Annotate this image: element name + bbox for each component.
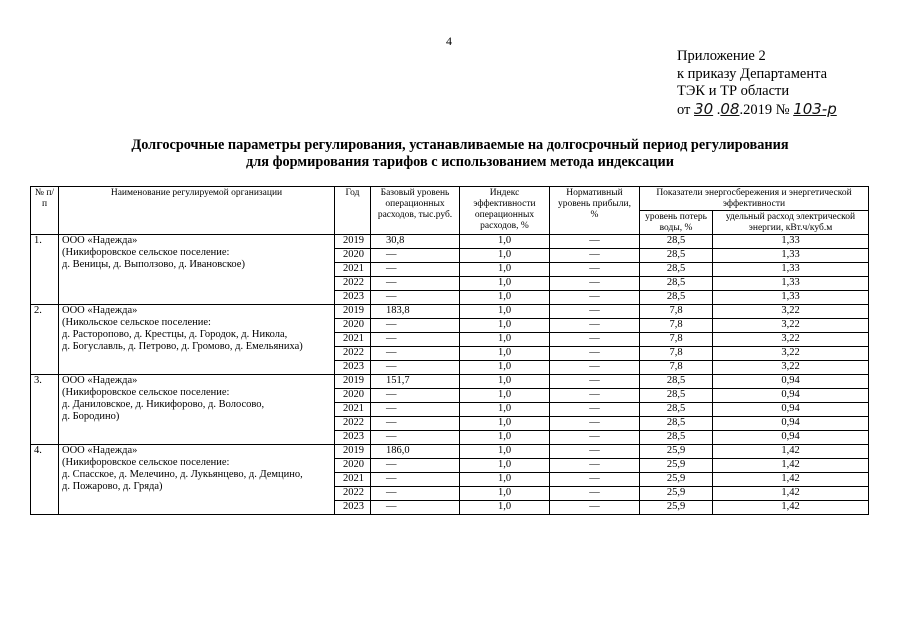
org-name-line: ООО «Надежда» [62,305,138,316]
year-cell: 2019 [335,445,371,459]
efficiency-index-cell: 1,0 [460,389,550,403]
specific-consumption-cell: 0,94 [713,375,869,389]
efficiency-index-cell: 1,0 [460,347,550,361]
efficiency-index-cell: 1,0 [460,501,550,515]
org-name-line: (Никифоровское сельское поселение: [62,387,230,398]
base-expenses-cell: — [371,501,460,515]
water-loss-cell: 28,5 [640,375,713,389]
specific-consumption-cell: 3,22 [713,319,869,333]
year-cell: 2023 [335,431,371,445]
base-expenses-cell: — [371,459,460,473]
base-expenses-cell: — [371,263,460,277]
base-expenses-cell: — [371,291,460,305]
appendix-line: Приложение 2 [677,48,766,64]
water-loss-cell: 28,5 [640,249,713,263]
specific-consumption-cell: 1,42 [713,473,869,487]
org-name-line: д. Бородино) [62,411,120,422]
profit-level-cell: — [550,389,640,403]
base-expenses-cell: — [371,333,460,347]
year-cell: 2021 [335,263,371,277]
order-date-prefix: от [677,101,691,118]
year-cell: 2020 [335,319,371,333]
appendix-line: ТЭК и ТР области [677,83,790,99]
efficiency-index-cell: 1,0 [460,361,550,375]
efficiency-index-cell: 1,0 [460,403,550,417]
efficiency-index-cell: 1,0 [460,319,550,333]
efficiency-index-cell: 1,0 [460,333,550,347]
org-name-line: (Никифоровское сельское поселение: [62,247,230,258]
water-loss-cell: 28,5 [640,291,713,305]
water-loss-cell: 28,5 [640,417,713,431]
appendix-line: к приказу Департамента [677,65,828,82]
header-base-expenses: Базовый уровень операционных расходов, тыс.руб. [371,187,460,235]
order-day: 30 [694,99,714,118]
header-year: Год [335,187,371,235]
water-loss-cell: 7,8 [640,361,713,375]
specific-consumption-cell: 0,94 [713,403,869,417]
header-profit-level: Нормативный уровень прибыли, % [550,187,640,235]
table-body [31,235,869,515]
org-name-line: д. Веницы, д. Выползово, д. Ивановское) [62,259,245,270]
water-loss-cell: 28,5 [640,277,713,291]
base-expenses-cell: — [371,403,460,417]
water-loss-cell: 28,5 [640,403,713,417]
water-loss-cell: 7,8 [640,347,713,361]
header-water-loss: уровень потерь воды, % [640,211,713,235]
specific-consumption-cell: 1,33 [713,235,869,249]
org-name [59,305,335,375]
base-expenses-cell: — [371,473,460,487]
profit-level-cell: — [550,431,640,445]
profit-level-cell: — [550,305,640,319]
specific-consumption-cell: 3,22 [713,361,869,375]
profit-level-cell: — [550,347,640,361]
profit-level-cell: — [550,277,640,291]
org-name-line: (Никифоровское сельское поселение: [62,457,230,468]
efficiency-index-cell: 1,0 [460,305,550,319]
specific-consumption-cell: 0,94 [713,389,869,403]
profit-level-cell: — [550,501,640,515]
year-cell: 2021 [335,473,371,487]
org-name-line: ООО «Надежда» [62,445,138,456]
header-efficiency-index: Индекс эффективности операционных расходов, % [460,187,550,235]
base-expenses-cell: — [371,277,460,291]
specific-consumption-cell: 1,42 [713,487,869,501]
profit-level-cell: — [550,361,640,375]
org-name-line: (Никольское сельское поселение: [62,317,211,328]
specific-consumption-cell: 0,94 [713,431,869,445]
base-expenses-cell: — [371,487,460,501]
specific-consumption-cell: 1,42 [713,445,869,459]
specific-consumption-cell: 3,22 [713,347,869,361]
profit-level-cell: — [550,235,640,249]
org-name-line: д. Богуславль, д. Петрово, д. Громово, д. Емельяниха) [62,341,303,352]
year-cell: 2023 [335,291,371,305]
profit-level-cell: — [550,445,640,459]
base-expenses-cell: — [371,249,460,263]
base-expenses-cell: 183,8 [371,305,460,319]
efficiency-index-cell: 1,0 [460,431,550,445]
year-cell: 2021 [335,403,371,417]
specific-consumption-cell: 1,33 [713,277,869,291]
profit-level-cell: — [550,403,640,417]
base-expenses-cell: — [371,361,460,375]
base-expenses-cell: — [371,431,460,445]
base-expenses-cell: — [371,347,460,361]
year-cell: 2019 [335,235,371,249]
water-loss-cell: 25,9 [640,459,713,473]
table-row [31,445,869,459]
water-loss-cell: 25,9 [640,487,713,501]
org-name-line: д. Даниловское, д. Никифорово, д. Волосово, [62,399,265,410]
org-name-line: д. Расторопово, д. Крестцы, д. Городок, д. Никола, [62,329,288,340]
efficiency-index-cell: 1,0 [460,375,550,389]
water-loss-cell: 25,9 [640,501,713,515]
org-name [59,235,335,305]
specific-consumption-cell: 3,22 [713,333,869,347]
year-cell: 2020 [335,389,371,403]
specific-consumption-cell: 1,33 [713,263,869,277]
header-num: № п/п [31,187,59,235]
org-number: 1. [31,235,59,305]
efficiency-index-cell: 1,0 [460,235,550,249]
document-title [60,137,860,171]
table-row [31,305,869,319]
profit-level-cell: — [550,263,640,277]
order-month: 08 [720,99,740,118]
efficiency-index-cell: 1,0 [460,487,550,501]
year-cell: 2022 [335,347,371,361]
year-cell: 2019 [335,305,371,319]
org-name-line: д. Спасское, д. Мелечино, д. Лукьянцево, д. Демцино, [62,469,303,480]
base-expenses-cell: 30,8 [371,235,460,249]
efficiency-index-cell: 1,0 [460,459,550,473]
efficiency-index-cell: 1,0 [460,473,550,487]
order-date-line: от 30 .08.2019 № 103-р [677,99,837,118]
base-expenses-cell: 151,7 [371,375,460,389]
water-loss-cell: 28,5 [640,431,713,445]
profit-level-cell: — [550,417,640,431]
year-cell: 2022 [335,417,371,431]
year-cell: 2020 [335,249,371,263]
year-cell: 2022 [335,277,371,291]
water-loss-cell: 7,8 [640,305,713,319]
base-expenses-cell: — [371,389,460,403]
specific-consumption-cell: 3,22 [713,305,869,319]
specific-consumption-cell: 1,42 [713,501,869,515]
org-name [59,375,335,445]
profit-level-cell: — [550,291,640,305]
year-cell: 2021 [335,333,371,347]
water-loss-cell: 7,8 [640,333,713,347]
table-row [31,375,869,389]
year-cell: 2023 [335,361,371,375]
base-expenses-cell: — [371,417,460,431]
order-number: 103-р [793,99,837,118]
org-name-line: ООО «Надежда» [62,235,138,246]
org-number: 2. [31,305,59,375]
org-number: 4. [31,445,59,515]
efficiency-index-cell: 1,0 [460,445,550,459]
org-name [59,445,335,515]
year-cell: 2020 [335,459,371,473]
profit-level-cell: — [550,487,640,501]
water-loss-cell: 7,8 [640,319,713,333]
org-name-line: ООО «Надежда» [62,375,138,386]
water-loss-cell: 28,5 [640,235,713,249]
efficiency-index-cell: 1,0 [460,263,550,277]
title-line: Долгосрочные параметры регулирования, устанавливаемые на долгосрочный период регулирования [131,137,789,153]
profit-level-cell: — [550,375,640,389]
efficiency-index-cell: 1,0 [460,291,550,305]
profit-level-cell: — [550,319,640,333]
specific-consumption-cell: 1,42 [713,459,869,473]
year-cell: 2019 [335,375,371,389]
order-year: .2019 № [739,101,790,118]
year-cell: 2022 [335,487,371,501]
profit-level-cell: — [550,473,640,487]
header-org: Наименование регулируемой организации [59,187,335,235]
base-expenses-cell: — [371,319,460,333]
title-line: для формирования тарифов с использованием метода индексации [246,154,674,170]
water-loss-cell: 25,9 [640,473,713,487]
specific-consumption-cell: 0,94 [713,417,869,431]
tariff-parameters-table [30,186,869,515]
specific-consumption-cell: 1,33 [713,291,869,305]
org-number: 3. [31,375,59,445]
table-row [31,235,869,249]
water-loss-cell: 28,5 [640,389,713,403]
profit-level-cell: — [550,249,640,263]
water-loss-cell: 25,9 [640,445,713,459]
efficiency-index-cell: 1,0 [460,249,550,263]
base-expenses-cell: 186,0 [371,445,460,459]
profit-level-cell: — [550,333,640,347]
header-energy-group: Показатели энергосбережения и энергетической эффективности [640,187,869,211]
year-cell: 2023 [335,501,371,515]
efficiency-index-cell: 1,0 [460,417,550,431]
efficiency-index-cell: 1,0 [460,277,550,291]
page-number: 4 [446,34,452,48]
specific-consumption-cell: 1,33 [713,249,869,263]
org-name-line: д. Пожарово, д. Гряда) [62,481,163,492]
water-loss-cell: 28,5 [640,263,713,277]
header-specific-consumption: удельный расход электрической энергии, кВт.ч/куб.м [713,211,869,235]
profit-level-cell: — [550,459,640,473]
appendix-block [677,48,837,119]
